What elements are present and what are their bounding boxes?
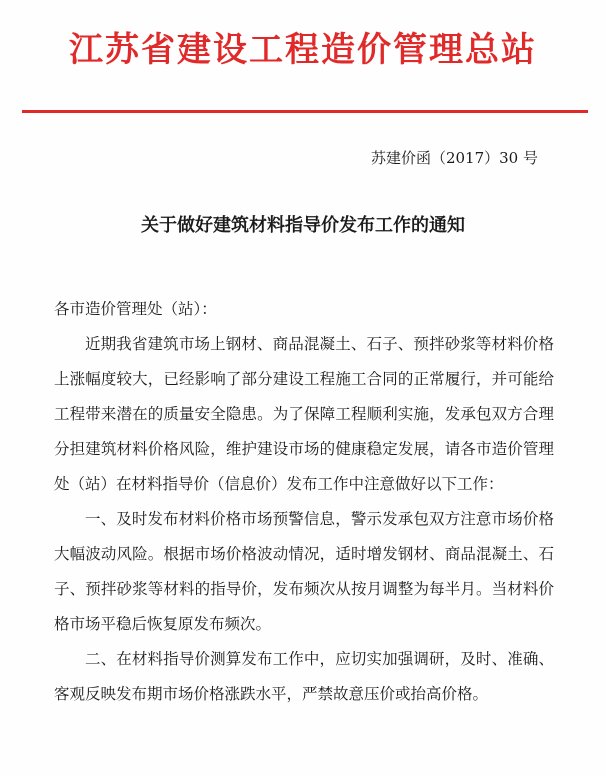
notice-title: 关于做好建筑材料指导价发布工作的通知 <box>141 215 465 236</box>
paragraph-intro: 近期我省建筑市场上钢材、商品混凝土、石子、预拌砂浆等材料价格上涨幅度较大，已经影响了部分建设工程施工合同的正常履行，并可能给工程带来潜在的质量安全隐患。为了保障工程顺利实施，发承包双方合理分担建筑材料价格风险，维护建设市场的健康稳定发展，请各市造价管理处（站）在材料指导价（信息价）发布工作中注意做好以下工作： <box>54 335 554 493</box>
salutation: 各市造价管理处（站）： <box>54 300 217 318</box>
notice-body <box>54 292 554 712</box>
letterhead-organization: 江苏省建设工程造价管理总站 <box>69 30 537 70</box>
paragraph-item-2: 二、在材料指导价测算发布工作中，应切实加强调研，及时、准确、客观反映发布期市场价格涨跌水平，严禁故意压价或抬高价格。 <box>54 650 554 703</box>
document-number: 苏建价函（2017）30 号 <box>370 149 538 167</box>
letterhead-divider <box>22 110 588 113</box>
paragraph-item-1: 一、及时发布材料价格市场预警信息，警示发承包双方注意市场价格大幅波动风险。根据市场价格波动情况，适时增发钢材、商品混凝土、石子、预拌砂浆等材料的指导价，发布频次从按月调整为每半月。当材料价格市场平稳后恢复原发布频次。 <box>54 510 554 633</box>
